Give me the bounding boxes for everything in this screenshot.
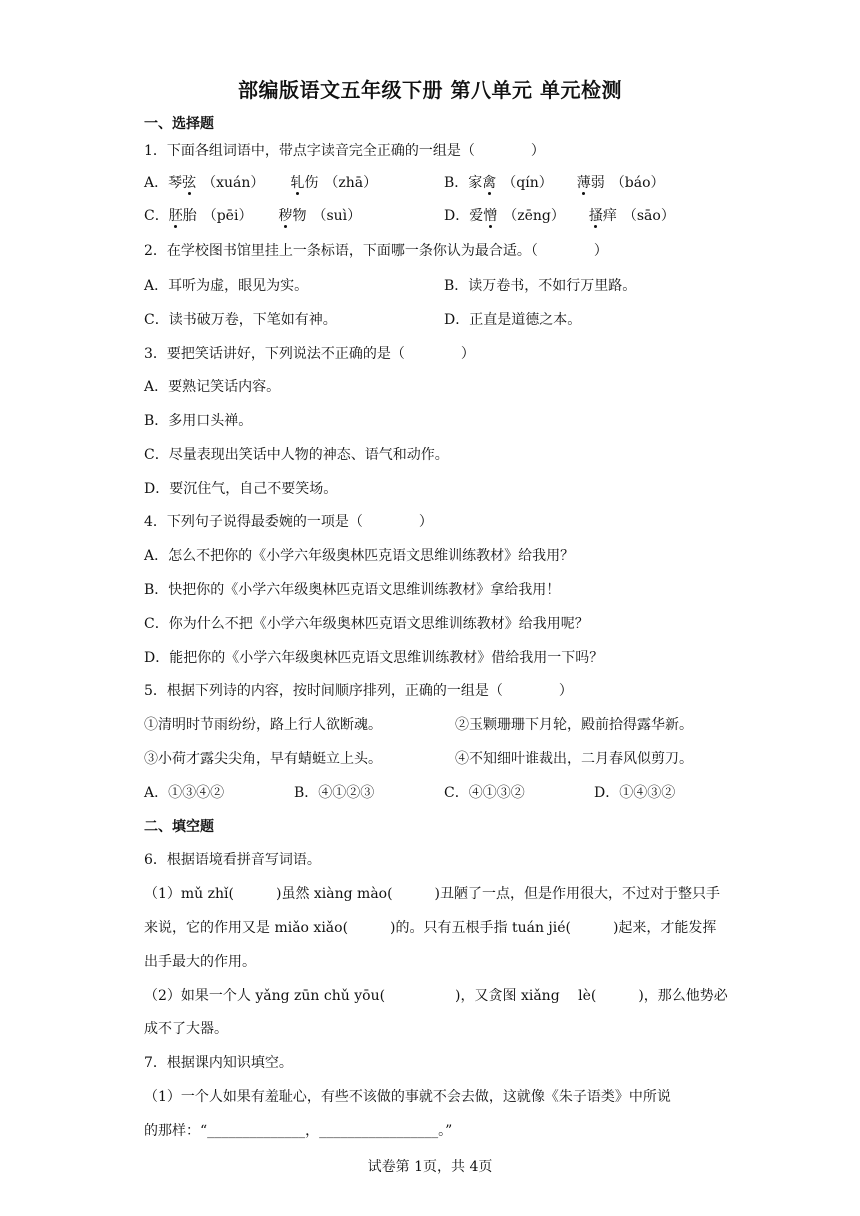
emphasis-dot-char: 轧 [290,175,305,191]
q1-option-c: C．胚胎 （pēi） 秽物 （suì） [144,208,362,224]
poem-line-4: ④不知细叶谁裁出，二月春风似剪刀。 [455,751,693,767]
section-heading-fill: 二、填空题 [144,819,214,835]
q6-line-4: （2）如果一个人 yǎng zūn chǔ yōu( )，又贪图 xiǎng lè( )，那么他势必 [144,988,728,1004]
poem-line-3: ③小荷才露尖尖角，早有蜻蜓立上头。 [144,751,382,767]
question-4-stem: 4．下列句子说得最委婉的一项是（ ） [144,514,433,530]
question-7-stem: 7．根据课内知识填空。 [144,1055,293,1071]
question-1-stem: 1．下面各组词语中，带点字读音完全正确的一组是（ ） [144,143,545,159]
q2-option-c: C．读书破万卷，下笔如有神。 [144,312,337,328]
section-heading-choice: 一、选择题 [144,116,214,132]
emphasis-dot-char: 搔 [588,208,603,224]
q2-option-b: B．读万卷书，不如行万里路。 [444,278,637,294]
q2-option-d: D．正直是道德之本。 [444,312,582,328]
emphasis-dot-char: 秽 [278,208,293,224]
q3-option-b: B．多用口头禅。 [144,413,253,429]
q4-option-d: D．能把你的《小学六年级奥林匹克语文思维训练教材》借给我用一下吗？ [144,650,604,666]
q7-line-1: （1）一个人如果有羞耻心，有些不该做的事就不会去做，这就像《朱子语类》中所说 [144,1089,671,1105]
q1-option-a: A．琴弦 （xuán） 轧伤 （zhā） [144,175,378,191]
emphasis-dot-char: 憎 [483,208,498,224]
q4-option-b: B．快把你的《小学六年级奥林匹克语文思维训练教材》拿给我用！ [144,582,561,598]
q7-line-2: 的那样：“______________，_________________。” [144,1123,453,1139]
poem-line-2: ②玉颗珊珊下月轮，殿前拾得露华新。 [455,717,693,733]
q3-option-c: C．尽量表现出笑话中人物的神态、语气和动作。 [144,447,449,463]
poem-line-1: ①清明时节雨纷纷，路上行人欲断魂。 [144,717,382,733]
emphasis-dot-char: 胚 [168,208,183,224]
q2-option-a: A．耳听为虚，眼见为实。 [144,278,309,294]
q3-option-d: D．要沉住气，自己不要笑场。 [144,481,338,497]
q5-option-a: A．①③④② [144,785,225,801]
q4-option-c: C．你为什么不把《小学六年级奥林匹克语文思维训练教材》给我用呢？ [144,616,589,632]
q5-option-c: C．④①③② [444,785,525,801]
q6-line-1: （1）mǔ zhǐ( )虽然 xiàng mào( )丑陋了一点，但是作用很大，不过对于整只手 [144,886,721,902]
q3-option-a: A．要熟记笑话内容。 [144,379,281,395]
q4-option-a: A．怎么不把你的《小学六年级奥林匹克语文思维训练教材》给我用？ [144,548,575,564]
question-5-stem: 5．根据下列诗的内容，按时间顺序排列，正确的一组是（ ） [144,683,573,699]
question-6-stem: 6．根据语境看拼音写词语。 [144,852,321,868]
q1-option-d: D．爱憎 （zēng） 搔痒 （sāo） [444,208,675,224]
page-footer: 试卷第 1页，共 4页 [367,1159,493,1175]
emphasis-dot-char: 弦 [182,175,197,191]
emphasis-dot-char: 禽 [482,175,497,191]
page-title: 部编版语文五年级下册 第八单元 单元检测 [238,78,622,102]
emphasis-dot-char: 薄 [576,175,591,191]
q1-option-b: B．家禽 （qín） 薄弱 （báo） [444,175,665,191]
q6-line-3: 出手最大的作用。 [144,954,256,970]
q5-option-b: B．④①②③ [294,785,375,801]
q6-line-5: 成不了大器。 [144,1021,228,1037]
question-3-stem: 3．要把笑话讲好，下列说法不正确的是（ ） [144,346,475,362]
q6-line-2: 来说，它的作用又是 miǎo xiǎo( )的。只有五根手指 tuán jié( )起来，才能发挥 [144,920,717,936]
q5-option-d: D．①④③② [594,785,676,801]
question-2-stem: 2．在学校图书馆里挂上一条标语，下面哪一条你认为最合适。（ ） [144,243,608,259]
